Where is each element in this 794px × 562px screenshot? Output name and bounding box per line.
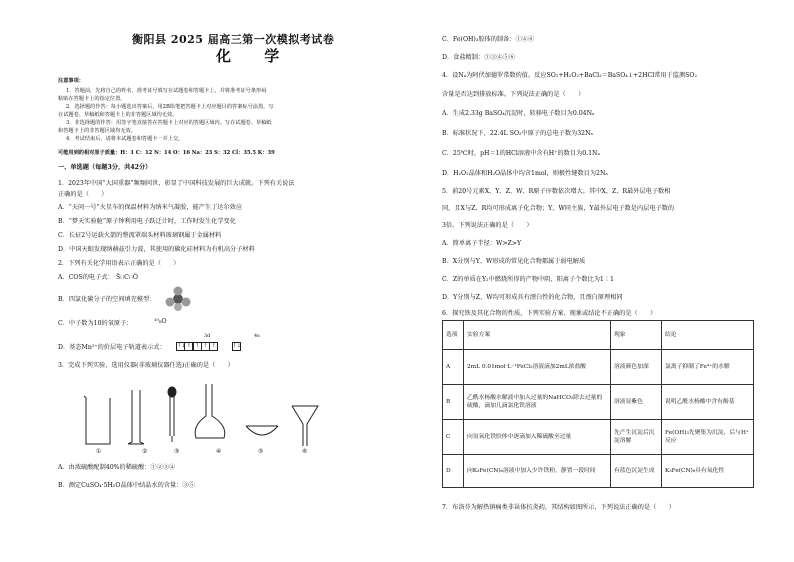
q5-option-c: C．Z的单质在Y₂中燃烧所得的产物中阴、阳离子个数比为1∶1 <box>442 276 614 283</box>
orbital-box: ↑ <box>193 342 202 351</box>
orbital-box: ↑ <box>184 342 193 351</box>
note-line: 1．答题前，先将自己的姓名、准考证号填写在试题卷和答题卡上，并将准考证号条形码 <box>66 88 267 94</box>
q2-stem: 2．下列有关化学用语表示正确的是（ ） <box>58 260 180 267</box>
q1-stem: 正确的是（ ） <box>58 191 108 198</box>
table-row <box>443 420 754 455</box>
orbital-box: ↑ <box>209 342 218 351</box>
q4-option-d: D．H₂O₂晶体和H₂O晶体中均含1mol，则极性键数目为2Nₐ <box>442 170 608 177</box>
apparatus-label: ① <box>96 448 102 455</box>
q4-option-b: B．标准状况下，22.4L SO₂中原子的总电子数为32Nₐ <box>442 130 593 137</box>
table-cell: D <box>443 455 464 488</box>
table-cell: Fe(OH)₃先聚集为沉淀，后与H⁺反应 <box>662 420 754 455</box>
note-line: 3．非选择题的作答：用签字笔直接答在答题卡上对应的答题区域内。写在试题卷、草稿纸 <box>66 120 272 126</box>
section-heading: 一、单选题（每题3分，共42分） <box>58 164 152 171</box>
q4-option-a: A．生成2.33g BaSO₄沉淀时，转移电子数目为0.04Nₐ <box>442 110 595 117</box>
table-row <box>443 385 754 420</box>
orbital-label-4s: 4s <box>254 333 260 339</box>
note-line: 和答题卡上的非答题区域均无效。 <box>58 128 136 134</box>
table-cell: 乙酰水杨酸水解液中加入过量的NaHCO₃除去过量的硫酸，滴加几滴氯化铁溶液 <box>464 385 611 420</box>
table-cell: 溶液颜色加深 <box>611 350 662 385</box>
apparatus-label: ⑤ <box>258 448 264 455</box>
atomic-masses: 可能用到的相对原子质量：H：1 C：12 N：14 O：16 Na：23 S：32 Cl：35.5 K：39 <box>58 150 275 156</box>
note-line: 粘贴在答题卡上的指定位置。 <box>58 96 126 102</box>
table-cell: 先产生沉淀后沉淀溶解 <box>611 420 662 455</box>
notes-heading: 注意事项： <box>58 78 84 84</box>
q5-option-a: A．简单离子半径：W>Z>Y <box>442 240 522 247</box>
apparatus-label: ⑥ <box>302 448 308 455</box>
q1-option-a: A．“天问一号”火星车的保温材料为纳米气凝胶，能产生丁达尔效应 <box>58 204 243 211</box>
orbital-box: ↑↓ <box>232 343 241 349</box>
q1-option-b: B．“梦天实验舱”原子钟利用电子跃迁计时，工作时发生化学变化 <box>58 218 236 225</box>
note-line: 4．考试结束后，请将本试题卷和答题卡一并上交。 <box>66 136 184 142</box>
q4-stem: 含量是否达到排放标准。下列说法正确的是（ ） <box>442 91 585 98</box>
table-header: 结论 <box>662 321 754 350</box>
beaker-icon <box>84 396 110 444</box>
table-cell: 有蓝色沉淀生成 <box>611 455 662 488</box>
table-cell: 说明乙酰水杨酸中含有酚基 <box>662 385 754 420</box>
table-header: 选项 <box>443 321 464 350</box>
table-header-row <box>443 321 754 350</box>
table-header: 实验方案 <box>464 321 611 350</box>
q7-stem: 7．布洛芬为解热镇痛类非甾体抗炎药，其结构如图所示，下列说法正确的是（ ） <box>442 504 675 511</box>
q5-stem: 3倍。下列说法正确的是（ ） <box>442 222 533 229</box>
exam-title: 衡阳县 2025 届高三第一次模拟考试卷 <box>132 33 335 46</box>
table-cell: A <box>443 350 464 385</box>
note-line: 在试题卷、草稿纸和答题卡上的非答题区域均无效。 <box>58 112 178 118</box>
orbital-box: ↑↓ <box>177 343 186 349</box>
q3-option-c: C．Fe(OH)₃胶体的制备：①④⑥ <box>442 36 535 43</box>
q4-option-c: C．25℃时，pH＝1的HCl溶液中含有H⁺的数目为0.1Nₐ <box>442 150 600 157</box>
electron-formula: S̈∷C∷Ö <box>116 274 138 281</box>
q1-option-d: D．中国天眼发现纳赫兹引力波，其使用的碳化硅材料为有机高分子材料 <box>58 246 255 253</box>
q5-option-d: D．Y分别与Z、W均可形成具有漂白性的化合物，且漂白原理相同 <box>442 294 623 301</box>
orbital-box: ↑ <box>201 342 210 351</box>
table-cell: C <box>443 420 464 455</box>
apparatus-figure <box>80 376 320 456</box>
table-cell: 向K₃Fe(CN)₆溶液中加入少许铁粉，静置一段时间 <box>464 455 611 488</box>
table-row <box>443 455 754 488</box>
q3-option-b: B．测定CuSO₄·5H₂O晶体中结晶水的含量：③⑤ <box>58 482 195 489</box>
table-cell: 2mL 0.01mol·L⁻¹FeCl₃溶液滴加2mL浓盐酸 <box>464 350 611 385</box>
subject-title: 化 学 <box>216 47 294 65</box>
q4-stem: 4．设Nₐ为阿伏加德罗常数的值。反应SO₂+H₂O₂+BaCl₂＝BaSO₄↓+2HCl常用于监测SO₂ <box>442 72 697 79</box>
table-header: 现象 <box>611 321 662 350</box>
q1-stem: 1．2023年中国“大国重器”频频问世，彰显了中国科技发展的巨大成就。下列有关说法 <box>58 180 295 187</box>
apparatus-label: ④ <box>216 448 222 455</box>
note-line: 2．选择题的作答：每小题选出答案后，用2B铅笔把答题卡上对应题目的答案标号涂黑，写 <box>66 104 274 110</box>
orbital-label-3d: 3d <box>204 333 211 339</box>
orbital-diagram <box>176 342 240 351</box>
q6-stem: 6．探究铁及其化合物的性质，下列实验方案、现象或结论不正确的是（ ） <box>442 310 657 317</box>
experiment-table <box>442 320 754 488</box>
q3-stem: 3．完成下列实验，选用仪器(非玻璃仪器任选)正确的是（ ） <box>58 362 234 369</box>
table-cell: 溶液显紫色 <box>611 385 662 420</box>
nuclide-symbol: ¹⁰₈O <box>154 318 167 325</box>
q2-option-d: D．基态Mn²⁺的价层电子轨道表示式： <box>58 344 166 351</box>
table-cell: 氯离子抑制了Fe³⁺的水解 <box>662 350 754 385</box>
q5-option-b: B．X分别与Y、W形成的常见化合物都属于弱电解质 <box>442 258 586 265</box>
q5-stem: 5．前20号元素X、Y、Z、W、R原子序数依次增大。其中X、Z、R最外层电子数相 <box>442 188 671 195</box>
table-cell: B <box>443 385 464 420</box>
q2-option-b: B．四氯化碳分子的空间填充模型： <box>58 296 156 303</box>
q2-option-a: A．COS的电子式： <box>58 274 114 281</box>
apparatus-label: ③ <box>174 448 180 455</box>
q1-option-c: C．长征2号运载火箭的整流罩端头材料玻璃钢属于金属材料 <box>58 232 222 239</box>
q2-option-c: C．中子数为10的氧原子： <box>58 320 133 327</box>
q5-stem: 同，且X与Z、R均可形成离子化合物；Y、W同主族，Y最外层电子数是内层电子数的 <box>442 205 675 212</box>
q3-option-a: A．由浓硫酸配制40%的稀硫酸：①②③④ <box>58 464 176 471</box>
apparatus-label: ② <box>142 448 148 455</box>
table-row <box>443 350 754 385</box>
table-cell: 向氢氧化铁胶体中逐滴加入稀硫酸至过量 <box>464 420 611 455</box>
space-filling-model-image <box>164 286 192 312</box>
q3-option-d: D．食盐精制：①③④⑤⑥ <box>442 54 516 61</box>
table-cell: K₃Fe(CN)₆具有氧化性 <box>662 455 754 488</box>
